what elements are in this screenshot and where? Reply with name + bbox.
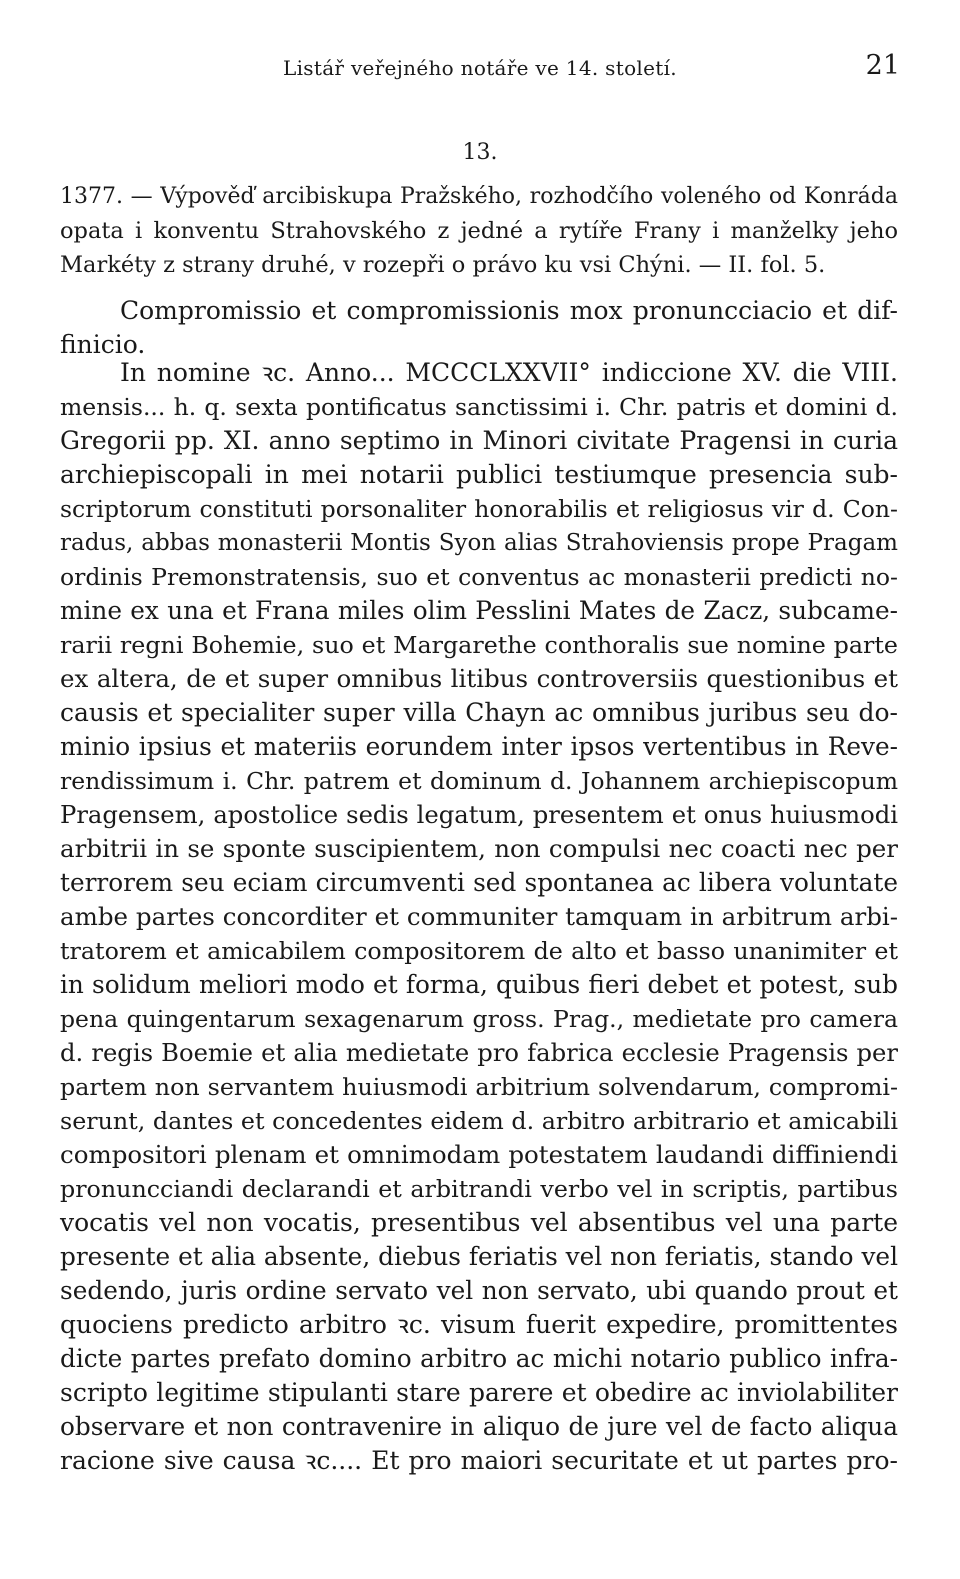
body-line: quociens predicto arbitro ꝛc. visum fuerit expedire, promittentes xyxy=(60,1310,898,1339)
body-line: in solidum meliori modo et forma, quibus fieri debet et potest, sub xyxy=(60,970,898,999)
body-line: partem non servantem huiusmodi arbitrium solvendarum, compromi- xyxy=(60,1073,898,1101)
body-line: dicte partes prefato domino arbitro ac michi notario publico infra- xyxy=(60,1344,898,1373)
heading-line: finicio. xyxy=(60,330,146,359)
body-line: rendissimum i. Chr. patrem et dominum d. Johannem archiepiscopum xyxy=(60,767,898,795)
body-line: ambe partes concorditer et communiter tamquam in arbitrum arbi- xyxy=(60,902,898,931)
body-line: tratorem et amicabilem compositorem de alto et basso unanimiter et xyxy=(60,937,898,965)
body-line: pena quingentarum sexagenarum gross. Prag., medietate pro camera xyxy=(60,1005,898,1033)
body-line: scriptorum constituti porsonaliter honorabilis et religiosus vir d. Con- xyxy=(60,495,898,523)
body-line: vocatis vel non vocatis, presentibus vel absentibus vel una parte xyxy=(60,1208,898,1237)
page-number: 21 xyxy=(865,50,900,81)
body-line: Gregorii pp. XI. anno septimo in Minori civitate Pragensi in curia xyxy=(60,426,898,455)
body-line: ex altera, de et super omnibus litibus controversiis questionibus et xyxy=(60,664,898,693)
body-line: compositori plenam et omnimodam potestatem laudandi diffiniendi xyxy=(60,1140,898,1169)
body-line: rarii regni Bohemie, suo et Margarethe conthoralis sue nomine parte xyxy=(60,631,898,659)
document-heading xyxy=(60,294,898,362)
document-number: 13. xyxy=(462,140,498,165)
body-line: Pragensem, apostolice sedis legatum, presentem et onus huiusmodi xyxy=(60,800,898,829)
body-line: presente et alia absente, diebus feriatis vel non feriatis, stando vel xyxy=(60,1242,898,1271)
body-line: mensis... h. q. sexta pontificatus sanctissimi i. Chr. patris et domini d. xyxy=(60,393,898,421)
body-line: pronuncciandi declarandi et arbitrandi verbo vel in scriptis, partibus xyxy=(60,1175,898,1203)
body-line: racione sive causa ꝛc.... Et pro maiori securitate et ut partes pro- xyxy=(60,1446,898,1475)
regest-line: 1377. — Výpověď arcibiskupa Pražského, rozhodčího voleného od Konráda xyxy=(60,184,898,209)
body-line: d. regis Boemie et alia medietate pro fabrica ecclesie Pragensis per xyxy=(60,1038,898,1067)
body-line: ordinis Premonstratensis, suo et conventus ac monasterii predicti no- xyxy=(60,563,898,591)
body-line: minio ipsius et materiis eorundem inter ipsos vertentibus in Reve- xyxy=(60,732,898,761)
body-line: radus, abbas monasterii Montis Syon alias Strahoviensis prope Pragam xyxy=(60,530,898,556)
regest-summary xyxy=(60,180,898,282)
regest-line: Markéty z strany druhé, v rozepři o právo ku vsi Chýni. — II. fol. 5. xyxy=(60,252,826,278)
body-line: terrorem seu eciam circumventi sed spontanea ac libera voluntate xyxy=(60,868,898,897)
body-line: causis et specialiter super villa Chayn ac omnibus juribus seu do- xyxy=(60,698,898,727)
body-line: serunt, dantes et concedentes eidem d. arbitro arbitrario et amicabili xyxy=(60,1107,898,1135)
running-header xyxy=(60,48,900,88)
body-line: scripto legitime stipulanti stare parere et obedire ac inviolabiliter xyxy=(60,1378,898,1407)
body-line: sedendo, juris ordine servato vel non servato, ubi quando prout et xyxy=(60,1276,898,1305)
body-line: arbitrii in se sponte suscipientem, non compulsi nec coacti nec per xyxy=(60,834,898,863)
body-line: observare et non contravenire in aliquo de jure vel de facto aliqua xyxy=(60,1412,898,1441)
running-title: Listář veřejného notáře ve 14. století. xyxy=(283,56,677,80)
body-line: mine ex una et Frana miles olim Pesslini Mates de Zacz, subcame- xyxy=(60,596,898,625)
heading-line: Compromissio et compromissionis mox pronuncciacio et dif- xyxy=(120,296,898,325)
body-line: In nomine ꝛc. Anno... MCCCLXXVII° indiccione XV. die VIII. xyxy=(120,358,898,387)
document-body xyxy=(60,356,898,1478)
regest-line: opata i konventu Strahovského z jedné a rytíře Frany i manželky jeho xyxy=(60,218,898,244)
body-line: archiepiscopali in mei notarii publici testiumque presencia sub- xyxy=(60,460,898,489)
